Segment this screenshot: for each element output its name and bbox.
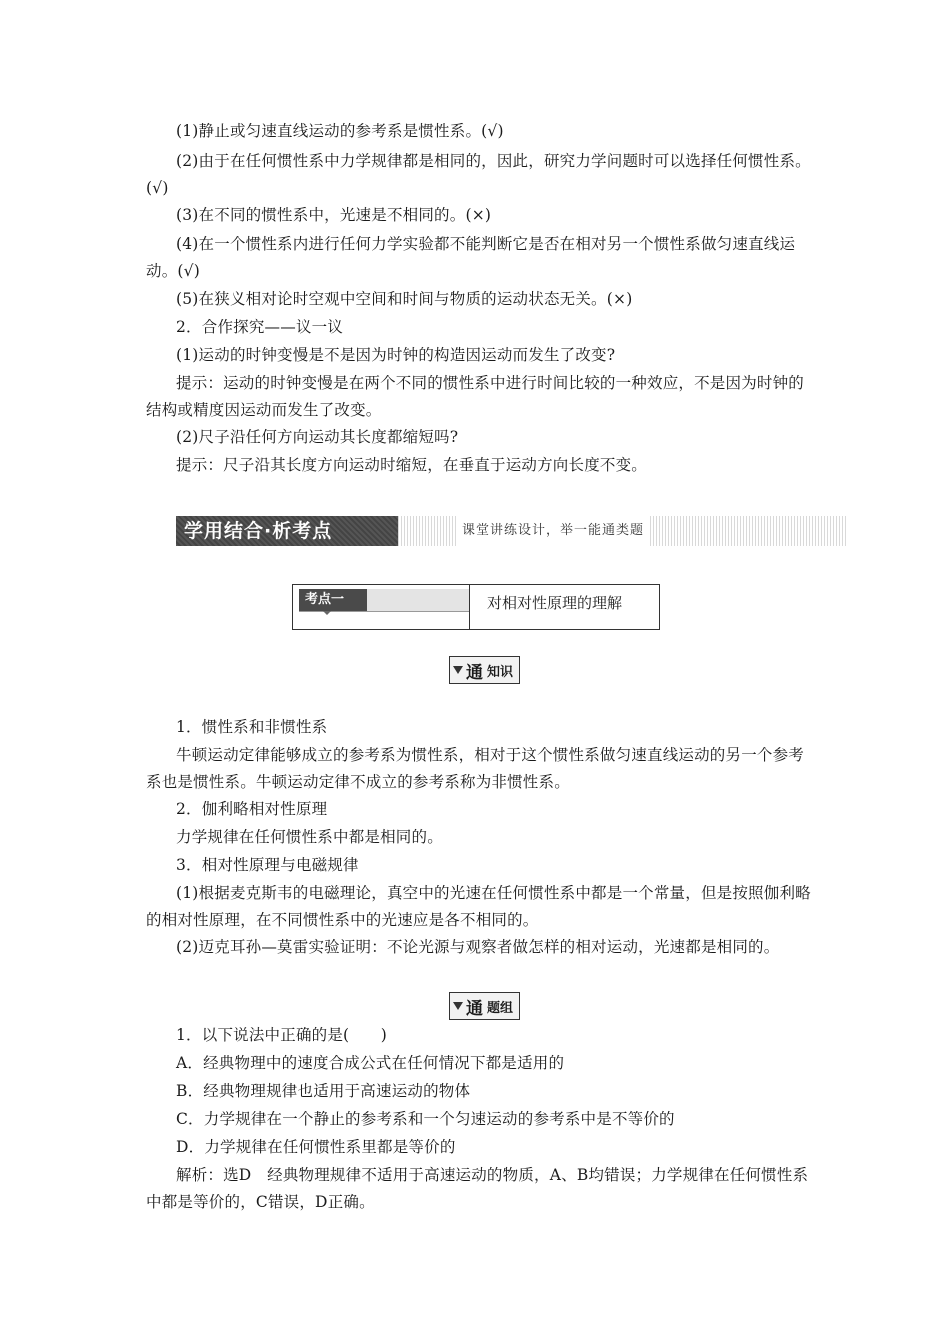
tong-questions-sub: 题组 xyxy=(487,1000,514,1016)
section-banner xyxy=(176,516,848,546)
kaodian-box xyxy=(292,584,660,630)
knowledge-heading-2: 2．伽利略相对性原理 xyxy=(176,800,328,818)
tong-knowledge-main: 通 xyxy=(466,662,483,683)
knowledge-heading-3: 3．相对性原理与电磁规律 xyxy=(176,856,359,874)
judgement-5: (5)在狭义相对论时空观中空间和时间与物质的运动状态无关。(×) xyxy=(176,290,633,308)
kaodian-title: 对相对性原理的理解 xyxy=(487,594,623,612)
banner-title: 学用结合·析考点 xyxy=(176,516,398,546)
tag-pointer-icon xyxy=(323,611,331,615)
discussion-question-1: (1)运动的时钟变慢是不是因为时钟的构造因运动而发生了改变? xyxy=(176,346,616,364)
banner-subtitle: 课堂讲练设计，举一能通类题 xyxy=(456,516,650,546)
judgement-3: (3)在不同的惯性系中，光速是不相同的。(×) xyxy=(176,206,492,224)
tong-knowledge-label xyxy=(449,656,520,684)
section-heading-discussion: 2．合作探究——议一议 xyxy=(176,318,344,336)
option-c: C．力学规律在一个静止的参考系和一个匀速运动的参考系中是不等价的 xyxy=(176,1110,675,1128)
judgement-4: (4)在一个惯性系内进行任何力学实验都不能判断它是否在相对另一个惯性系做匀速直线运动。(√) xyxy=(146,235,796,280)
knowledge-text-3b: (2)迈克耳孙—莫雷实验证明：不论光源与观察者做怎样的相对运动，光速都是相同的。 xyxy=(176,938,780,956)
option-d: D．力学规律在任何惯性系里都是等价的 xyxy=(176,1138,456,1156)
knowledge-text-1: 牛顿运动定律能够成立的参考系为惯性系，相对于这个惯性系做匀速直线运动的另一个参考系也是惯性系。牛顿运动定律不成立的参考系称为非惯性系。 xyxy=(146,746,805,791)
tong-questions-main: 通 xyxy=(466,998,483,1019)
option-a: A．经典物理中的速度合成公式在任何情况下都是适用的 xyxy=(176,1054,565,1072)
answer-explanation: 解析：选D 经典物理规律不适用于高速运动的物质，A、B均错误；力学规律在任何惯性系中都是等价的，C错误，D正确。 xyxy=(146,1166,809,1211)
triangle-down-icon xyxy=(453,1002,463,1010)
question-stem: 1．以下说法中正确的是( ) xyxy=(176,1026,387,1044)
triangle-down-icon xyxy=(453,666,463,674)
kaodian-tag xyxy=(299,589,469,612)
kaodian-divider xyxy=(469,585,470,629)
option-b: B．经典物理规律也适用于高速运动的物体 xyxy=(176,1082,471,1100)
tong-questions-label xyxy=(449,992,520,1020)
judgement-2: (2)由于在任何惯性系中力学规律都是相同的，因此，研究力学问题时可以选择任何惯性系。(√) xyxy=(146,152,811,197)
judgement-1: (1)静止或匀速直线运动的参考系是惯性系。(√) xyxy=(176,122,504,140)
knowledge-heading-1: 1．惯性系和非惯性系 xyxy=(176,718,328,736)
knowledge-text-2: 力学规律在任何惯性系中都是相同的。 xyxy=(176,828,443,846)
tong-knowledge-sub: 知识 xyxy=(487,664,514,680)
discussion-hint-2: 提示：尺子沿其长度方向运动时缩短，在垂直于运动方向长度不变。 xyxy=(176,456,648,474)
kaodian-tag-label: 考点一 xyxy=(305,592,345,607)
discussion-hint-1: 提示：运动的时钟变慢是在两个不同的惯性系中进行时间比较的一种效应，不是因为时钟的结构或精度因运动而发生了改变。 xyxy=(146,374,805,419)
knowledge-text-3a: (1)根据麦克斯韦的电磁理论，真空中的光速在任何惯性系中都是一个常量，但是按照伽利略的相对性原理，在不同惯性系中的光速应是各不相同的。 xyxy=(146,884,811,929)
discussion-question-2: (2)尺子沿任何方向运动其长度都缩短吗? xyxy=(176,428,459,446)
